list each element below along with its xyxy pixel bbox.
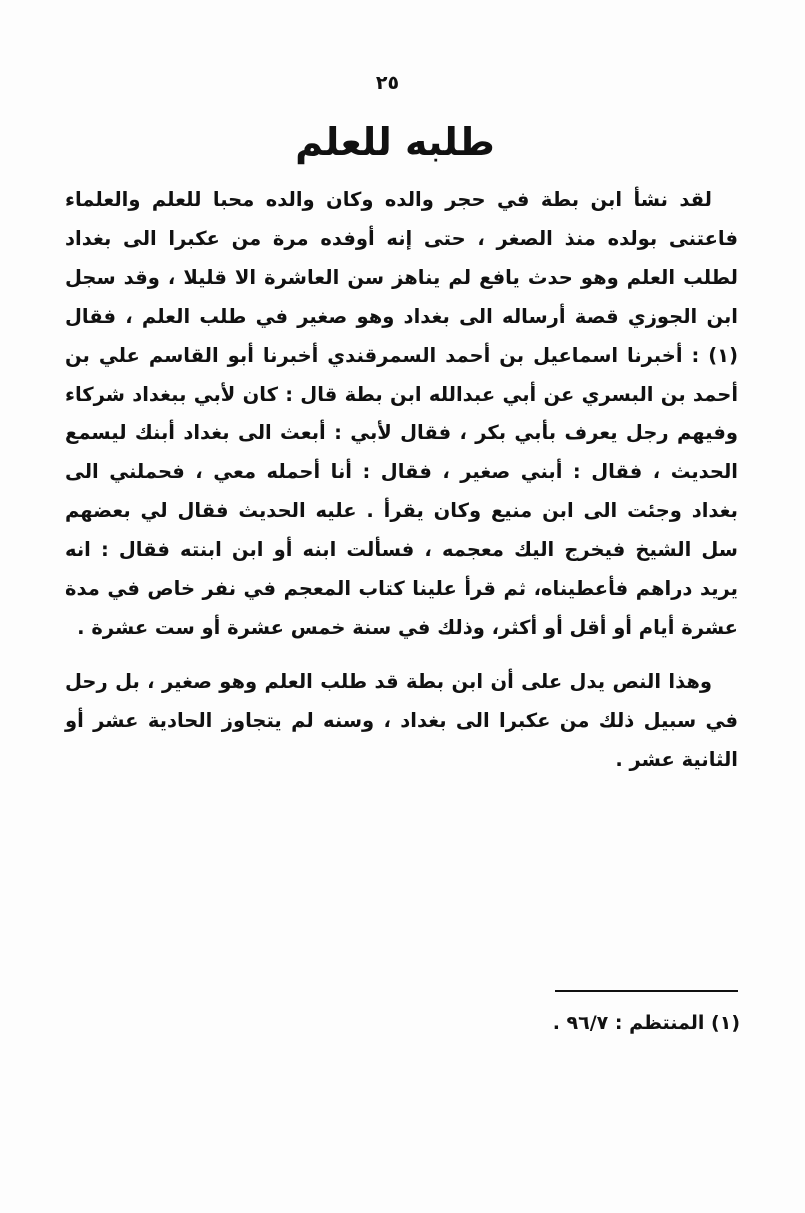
body-text (65, 181, 738, 780)
footnote-divider (555, 990, 738, 992)
page-number: ٢٥ (375, 72, 400, 94)
section-title: طلبه للعلم (295, 120, 495, 164)
paragraph: وهذا النص يدل على أن ابن بطة قد طلب العلم وهو صغير ، بل رحل في سبيل ذلك من عكبرا الى بغداد ، وسنه لم يتجاوز الحادية عشر أو الثانية عشر . (65, 669, 738, 771)
footnote: (١) المنتظم : ٩٦/٧ . (552, 1012, 740, 1034)
paragraph: لقد نشأ ابن بطة في حجر والده وكان والده محبا للعلم والعلماء فاعتنى بولده منذ الصغر ، حتى إنه أوفده مرة من عكبرا الى بغداد لطلب العلم وهو حدث يافع لم يناهز سن العاشرة الا قليلا ، وقد سجل ابن الجوزي قصة أرساله الى بغداد وهو صغير في طلب العلم ، فقال (١) : أخبرنا اسماعيل بن أحمد السمرقندي أخبرنا أبو القاسم علي بن أحمد بن البسري عن أبي عبدالله ابن بطة قال : كان لأبي ببغداد شركاء وفيهم رجل يعرف بأبي بكر ، فقال لأبي : أبعث الى بغداد أبنك ليسمع الحديث ، فقال : أبني صغير ، فقال : أنا أحمله معي ، فحملني الى بغداد وجئت الى ابن منيع وكان يقرأ . عليه الحديث فقال لي بعضهم سل الشيخ فيخرج اليك معجمه ، فسألت ابنه أو ابن ابنته فقال : انه يريد دراهم فأعطيناه، ثم قرأ علينا كتاب المعجم في نفر خاص في مدة عشرة أيام أو أقل أو أكثر، وذلك في سنة خمس عشرة أو ست عشرة . (65, 188, 738, 639)
